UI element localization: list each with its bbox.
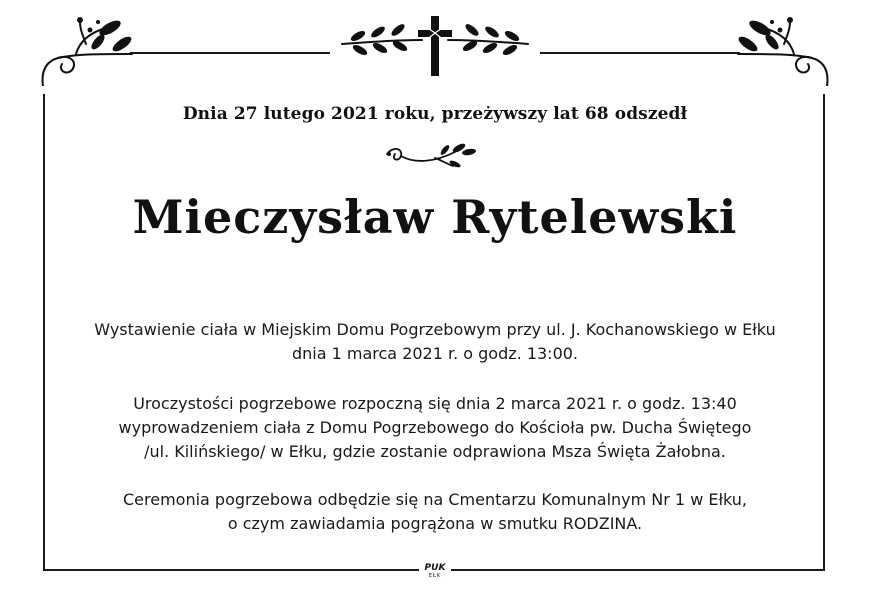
viewing-paragraph — [0, 318, 870, 366]
burial-paragraph — [0, 488, 870, 536]
paragraph-line: Wystawienie ciała w Miejskim Domu Pogrzebowym przy ul. J. Kochanowskiego w Ełku — [94, 320, 776, 339]
logo-subtext: EŁK — [428, 573, 442, 579]
paragraph-line: /ul. Kilińskiego/ w Ełku, gdzie zostanie odprawiona Msza Święta Żałobna. — [144, 442, 726, 461]
swirl-leaf-divider-icon — [385, 140, 485, 170]
paragraph-line: dnia 1 marca 2021 r. o godz. 13:00. — [291, 344, 579, 363]
paragraph-line: Ceremonia pogrzebowa odbędzie się na Cmentarzu Komunalnym Nr 1 w Ełku, — [122, 490, 748, 509]
death-announcement: Dnia 27 lutego 2021 roku, przeżywszy lat 68 odszedł — [182, 104, 688, 124]
puk-logo — [419, 563, 451, 583]
ceremony-paragraph — [0, 392, 870, 464]
floral-corner-ornament-icon — [36, 14, 136, 86]
top-left-rule — [130, 52, 330, 54]
deceased-name: Mieczysław Rytelewski — [132, 190, 738, 244]
logo-text: PUK — [424, 563, 446, 573]
paragraph-line: Uroczystości pogrzebowe rozpoczną się dnia 2 marca 2021 r. o godz. 13:40 — [133, 394, 737, 413]
floral-corner-ornament-icon — [734, 14, 834, 86]
cross-with-laurel-icon — [338, 14, 532, 78]
paragraph-line: o czym zawiadamia pogrążona w smutku RODZINA. — [227, 514, 643, 533]
paragraph-line: wyprowadzeniem ciała z Domu Pogrzebowego do Kościoła pw. Ducha Świętego — [118, 418, 752, 437]
top-right-rule — [540, 52, 740, 54]
